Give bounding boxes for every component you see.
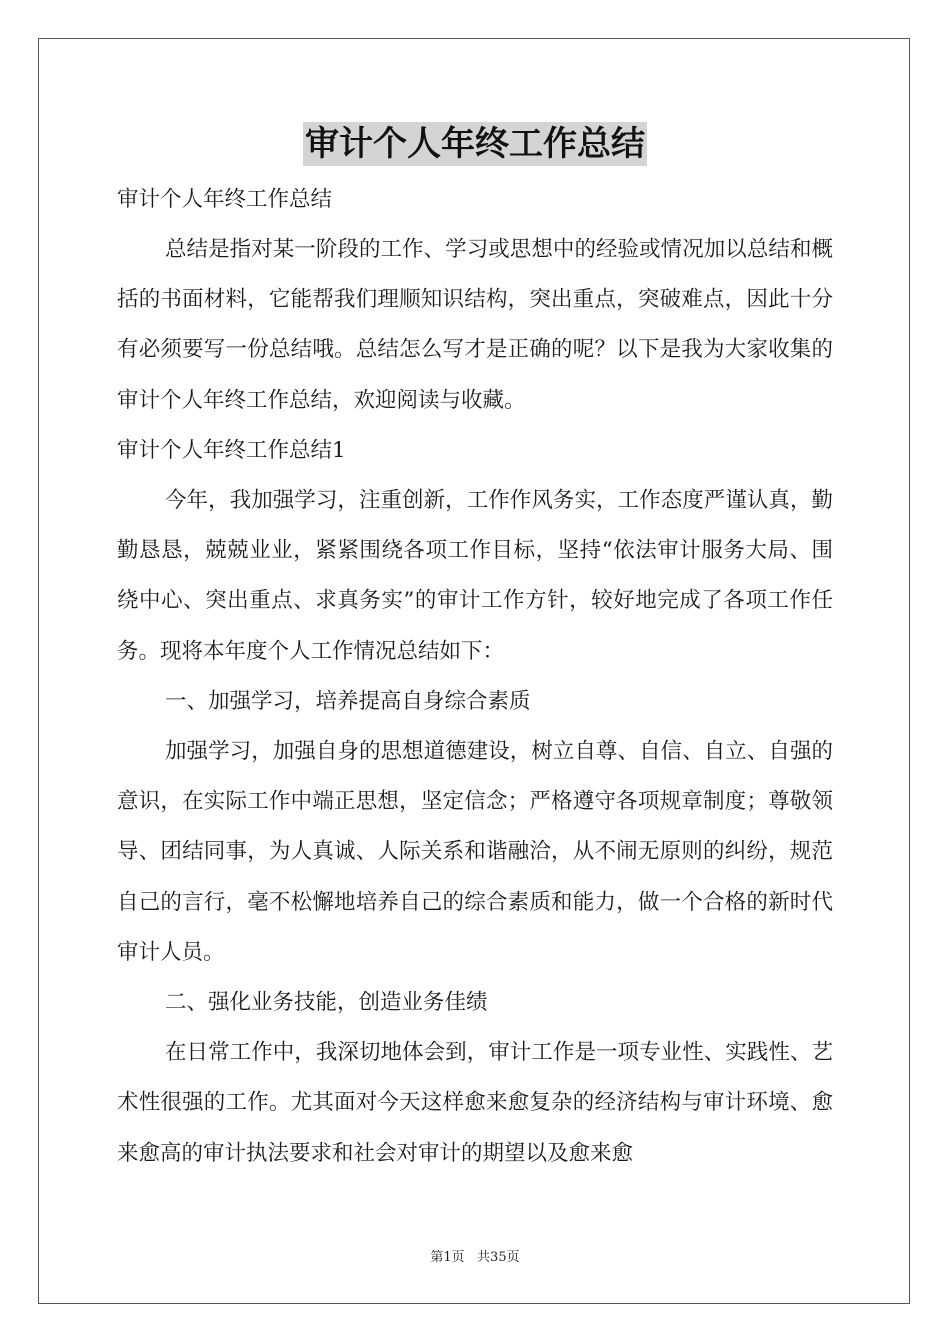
- section-heading: 审计个人年终工作总结1: [117, 437, 346, 463]
- document-body: [117, 177, 833, 1179]
- intro-paragraph: 总结是指对某一阶段的工作、学习或思想中的经验或情况加以总结和概括的书面材料，它能帮我们理顺知识结构，突出重点，突破难点，因此十分有必须要写一份总结哦。总结怎么写才是正确的呢？以下是我为大家收集的审计个人年终工作总结，欢迎阅读与收藏。: [117, 237, 833, 413]
- subtitle: 审计个人年终工作总结: [117, 187, 333, 212]
- page-number: 第1页 共35页: [430, 1250, 520, 1265]
- title-container: [0, 122, 950, 166]
- paragraph: 加强学习，加强自身的思想道德建设，树立自尊、自信、自立、自强的意识，在实际工作中端正思想，坚定信念；严格遵守各项规章制度；尊敬领导、团结同事，为人真诚、人际关系和谐融洽，从不闹无原则的纠纷，规范自己的言行，毫不松懈地培养自己的综合素质和能力，做一个合格的新时代审计人员。: [117, 739, 833, 965]
- document-title: 审计个人年终工作总结: [305, 124, 645, 164]
- paragraph: 今年，我加强学习，注重创新，工作作风务实，工作态度严谨认真，勤勤恳恳，兢兢业业，紧紧围绕各项工作目标，坚持“依法审计服务大局、围绕中心、突出重点、求真务实”的审计工作方针，较好地完成了各项工作任务。现将本年度个人工作情况总结如下：: [117, 488, 833, 664]
- subsection-heading: 二、强化业务技能，创造业务佳绩: [165, 990, 488, 1016]
- subsection-heading: 一、加强学习，培养提高自身综合素质: [165, 688, 531, 714]
- paragraph: 在日常工作中，我深切地体会到，审计工作是一项专业性、实践性、艺术性很强的工作。尤其面对今天这样愈来愈复杂的经济结构与审计环境、愈来愈高的审计执法要求和社会对审计的期望以及愈来愈: [117, 1040, 833, 1166]
